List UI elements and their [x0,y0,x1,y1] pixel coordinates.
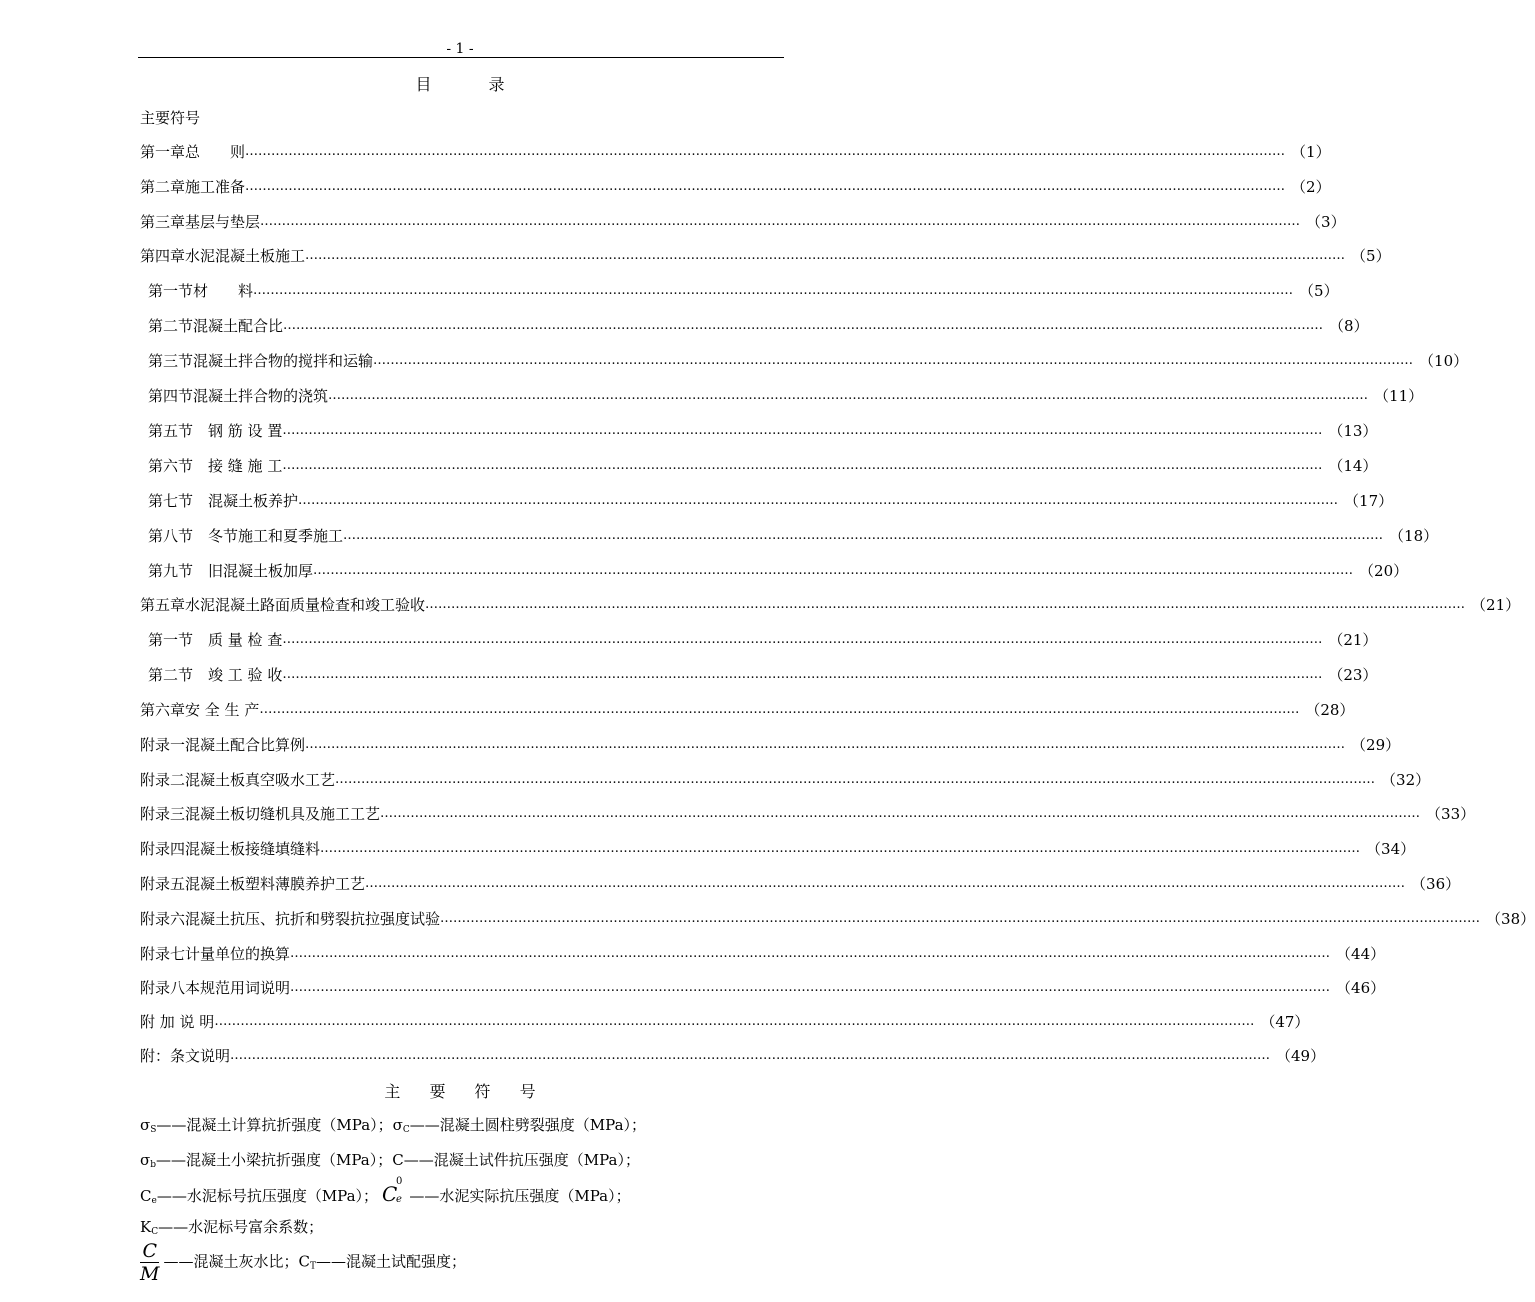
toc-entry-label: 第九节 [148,562,194,580]
toc-entry-page: （23） [1328,666,1378,684]
toc-entry-label: 第一节 [148,282,194,300]
toc-entry [140,872,1461,896]
toc-entry-title: 安 全 生 产 [185,701,260,719]
symbol-desc: ——混凝土计算抗折强度（MPa）； [156,1116,393,1134]
toc-entry-label: 第三章 [140,213,186,231]
toc-leader-dots: …………………………………………………………………………………………………………………………………………………………………………………………………………………… [313,563,1354,578]
toc-entry-page: （13） [1328,422,1378,440]
toc-leader-dots: …………………………………………………………………………………………………………………………………………………………………………………………………………………… [373,353,1414,368]
toc-entry [140,419,1378,443]
symbol-sub: b [150,1160,157,1170]
toc-leader-dots: …………………………………………………………………………………………………………………………………………………………………………………………………………………… [260,214,1301,229]
toc-entry-title: 材 料 [193,282,254,300]
toc-entry-page: （14） [1328,457,1378,475]
toc-entry [140,384,1424,408]
toc-entry-title: 混凝土板养护 [193,492,299,510]
toc-entry-page: （17） [1344,492,1394,510]
toc-entry-title: 接 缝 施 工 [193,457,283,475]
toc-entry-label: 第七节 [148,492,194,510]
symbol: σ [392,1116,403,1134]
toc-entry-title: 总 则 [185,143,246,161]
toc-entry [140,942,1386,966]
toc-leader-dots: …………………………………………………………………………………………………………………………………………………………………………………………………………………… [440,911,1481,926]
symbol-desc: ——水泥标号富余系数； [158,1218,324,1236]
toc-entry-label: 第二章 [140,178,186,196]
symbols-heading: 主 要 符 号 [384,1082,548,1101]
toc-entry-page: （38） [1486,910,1535,928]
toc-entry-label: 第二节 [148,666,194,684]
toc-entry [140,559,1409,583]
toc-entry [140,837,1416,861]
toc-entry-page: （33） [1426,805,1476,823]
toc-entry-page: （21） [1471,596,1521,614]
toc-entry [140,244,1391,268]
toc-entry-title: 水泥混凝土板施工 [185,247,306,265]
toc-entry-label: 第一节 [148,631,194,649]
toc-entry-page: （8） [1329,317,1369,335]
toc-entry [140,314,1369,338]
toc-leader-dots: …………………………………………………………………………………………………………………………………………………………………………………………………………………… [245,144,1286,159]
toc-entry [140,802,1476,826]
toc-entry-label: 附录八 [140,979,186,997]
toc-entry-label: 附录四 [140,840,186,858]
toc-entry-label: 第五节 [148,422,194,440]
toc-entry-title: 施工准备 [185,178,246,196]
toc-entry [140,1010,1310,1034]
toc-entry [140,907,1535,931]
toc-entry [140,733,1401,757]
symbol-line-4 [140,1216,323,1237]
symbol-desc: ——水泥标号抗压强度（MPa）； [156,1187,379,1205]
symbol-desc: ——混凝土小梁抗折强度（MPa）； [156,1151,393,1169]
symbol-line-1 [140,1114,646,1135]
toc-leader-dots: …………………………………………………………………………………………………………………………………………………………………………………………………………………… [230,1048,1271,1063]
toc-entry-page: （1） [1291,143,1331,161]
toc-leader-dots: …………………………………………………………………………………………………………………………………………………………………………………………………………………… [298,493,1339,508]
toc-entry [140,349,1469,373]
symbol-desc: ——水泥实际抗压强度（MPa）； [409,1187,631,1205]
symbol-desc: ——混凝土试配强度； [315,1252,466,1271]
toc-entry-page: （10） [1419,352,1469,370]
toc-entry [140,663,1378,687]
symbols-label: 主要符号 [140,109,201,127]
toc-entry-page: （34） [1366,840,1416,858]
symbol-sub: S [150,1125,157,1135]
toc-entry [140,628,1378,652]
symbol: C [298,1252,310,1271]
toc-entry-title: 基层与垫层 [185,213,261,231]
toc-entry-title: 混凝土板接缝填缝料 [185,840,321,858]
toc-entry-title: 钢 筋 设 置 [193,422,283,440]
toc-entry-page: （46） [1336,979,1386,997]
toc-leader-dots: …………………………………………………………………………………………………………………………………………………………………………………………………………………… [305,737,1346,752]
toc-entry-label: 第四节 [148,387,194,405]
toc-leader-dots: …………………………………………………………………………………………………………………………………………………………………………………………………………………… [282,632,1323,647]
symbol-desc: ——混凝土圆柱劈裂强度（MPa）； [409,1116,647,1134]
symbol-line-3 [140,1176,631,1206]
toc-entry-title: 混凝土板真空吸水工艺 [185,771,336,789]
toc-entry-label: 附录二 [140,771,186,789]
toc-entry-page: （36） [1411,875,1461,893]
toc-entry-label: 附录五 [140,875,186,893]
toc-entry [140,593,1521,617]
toc-entry-label: 第六章 [140,701,186,719]
toc-leader-dots: …………………………………………………………………………………………………………………………………………………………………………………………………………………… [328,388,1369,403]
toc-entry-label: 第五章 [140,596,186,614]
toc-entry [140,524,1439,548]
symbol-line-5 [140,1240,466,1285]
toc-leader-dots: …………………………………………………………………………………………………………………………………………………………………………………………………………………… [305,248,1346,263]
toc-leader-dots: …………………………………………………………………………………………………………………………………………………………………………………………………………………… [290,946,1331,961]
toc-leader-dots: …………………………………………………………………………………………………………………………………………………………………………………………………………………… [380,806,1421,821]
toc-entry [140,140,1331,164]
toc-entry-page: （28） [1305,701,1355,719]
toc-leader-dots: …………………………………………………………………………………………………………………………………………………………………………………………………………………… [259,702,1300,717]
symbol-line-2 [140,1149,640,1170]
toc-entry-page: （44） [1336,945,1386,963]
fraction-numerator: C [142,1240,157,1262]
toc-title: 目 录 [415,75,531,94]
toc-entry-page: （20） [1359,562,1409,580]
toc-entry-page: （5） [1351,247,1391,265]
toc-entry-title: 计量单位的换算 [185,945,291,963]
toc-entry-label: 第八节 [148,527,194,545]
toc-entry-title: 质 量 检 查 [193,631,283,649]
symbol: C [382,1182,398,1206]
toc-leader-dots: …………………………………………………………………………………………………………………………………………………………………………………………………………………… [282,667,1323,682]
toc-entry-title: 旧混凝土板加厚 [193,562,314,580]
toc-entry-title: 混凝土拌合物的搅拌和运输 [193,352,374,370]
toc-leader-dots: …………………………………………………………………………………………………………………………………………………………………………………………………………………… [214,1014,1255,1029]
toc-leader-dots: …………………………………………………………………………………………………………………………………………………………………………………………………………………… [320,841,1361,856]
symbol: K [140,1218,152,1236]
toc-entry-title: 本规范用词说明 [185,979,291,997]
toc-entry-page: （21） [1328,631,1378,649]
symbol-desc: ——混凝土灰水比； [163,1252,299,1271]
toc-leader-dots: …………………………………………………………………………………………………………………………………………………………………………………………………………………… [343,528,1384,543]
toc-entry [140,210,1346,234]
toc-entry-label: 第二节 [148,317,194,335]
toc-leader-dots: …………………………………………………………………………………………………………………………………………………………………………………………………………………… [335,772,1376,787]
toc-entry-page: （3） [1306,213,1346,231]
symbol-desc: C——混凝土试件抗压强度（MPa）； [392,1151,640,1169]
toc-leader-dots: …………………………………………………………………………………………………………………………………………………………………………………………………………………… [283,318,1324,333]
toc-entry-page: （11） [1374,387,1424,405]
toc-entry [140,1044,1326,1068]
symbol-ce0 [382,1176,403,1206]
toc-entry [140,279,1339,303]
symbol-sub: T [309,1261,316,1272]
toc-entry-page: （2） [1291,178,1331,196]
toc-entry-page: （5） [1299,282,1339,300]
toc-entry-page: （29） [1351,736,1401,754]
symbol-sub: e [396,1194,402,1205]
toc-entry [140,489,1394,513]
page-number: - 1 - [446,41,474,57]
toc-entry-page: （47） [1260,1013,1310,1031]
toc-entry [140,698,1355,722]
toc-entry-label: 附录三 [140,805,186,823]
toc-entry-title: 混凝土拌合物的浇筑 [193,387,329,405]
fraction-c-over-m [140,1240,159,1285]
toc-entry [140,175,1331,199]
toc-entry-label: 第六节 [148,457,194,475]
toc-entry [140,976,1386,1000]
symbol: C [140,1187,152,1205]
toc-entry-label: 第三节 [148,352,194,370]
symbol-sup: 0 [396,1176,403,1187]
symbol-sub: C [151,1227,159,1237]
symbol-sub: e [151,1196,157,1206]
toc-entry-page: （49） [1276,1047,1326,1065]
toc-leader-dots: …………………………………………………………………………………………………………………………………………………………………………………………………………………… [253,283,1294,298]
toc-entry-label: 第四章 [140,247,186,265]
toc-entry-title: 混凝土配合比算例 [185,736,306,754]
toc-entry-title: 混凝土配合比 [193,317,284,335]
toc-entry-page: （18） [1389,527,1439,545]
toc-entry-title: 冬节施工和夏季施工 [193,527,344,545]
toc-leader-dots: …………………………………………………………………………………………………………………………………………………………………………………………………………………… [282,458,1323,473]
toc-entry-label: 第一章 [140,143,186,161]
toc-entry-label: 附录六 [140,910,186,928]
toc-entry-label: 附录一 [140,736,186,754]
toc-entry-label: 附录七 [140,945,186,963]
header-rule [138,57,784,58]
toc-entry-title: 混凝土板切缝机具及施工工艺 [185,805,381,823]
toc-leader-dots: …………………………………………………………………………………………………………………………………………………………………………………………………………………… [290,980,1331,995]
toc-leader-dots: …………………………………………………………………………………………………………………………………………………………………………………………………………………… [282,423,1323,438]
toc-leader-dots: …………………………………………………………………………………………………………………………………………………………………………………………………………………… [365,876,1406,891]
symbol: σ [140,1116,151,1134]
fraction-denominator: M [140,1263,160,1285]
toc-entry-title: 混凝土板塑料薄膜养护工艺 [185,875,366,893]
symbol: σ [140,1151,151,1169]
toc-entry-title: 水泥混凝土路面质量检查和竣工验收 [185,596,426,614]
toc-leader-dots: …………………………………………………………………………………………………………………………………………………………………………………………………………………… [425,597,1466,612]
symbol-sub: C [402,1125,410,1135]
toc-leader-dots: …………………………………………………………………………………………………………………………………………………………………………………………………………………… [245,179,1286,194]
toc-entry-title: 竣 工 验 收 [193,666,283,684]
toc-entry [140,768,1431,792]
toc-entry [140,454,1378,478]
toc-entry-title: 混凝土抗压、抗折和劈裂抗拉强度试验 [185,910,441,928]
toc-entry-label: 附 加 说 明 [140,1013,215,1031]
toc-entry-label: 附：条文说明 [140,1047,231,1065]
toc-entry-page: （32） [1381,771,1431,789]
